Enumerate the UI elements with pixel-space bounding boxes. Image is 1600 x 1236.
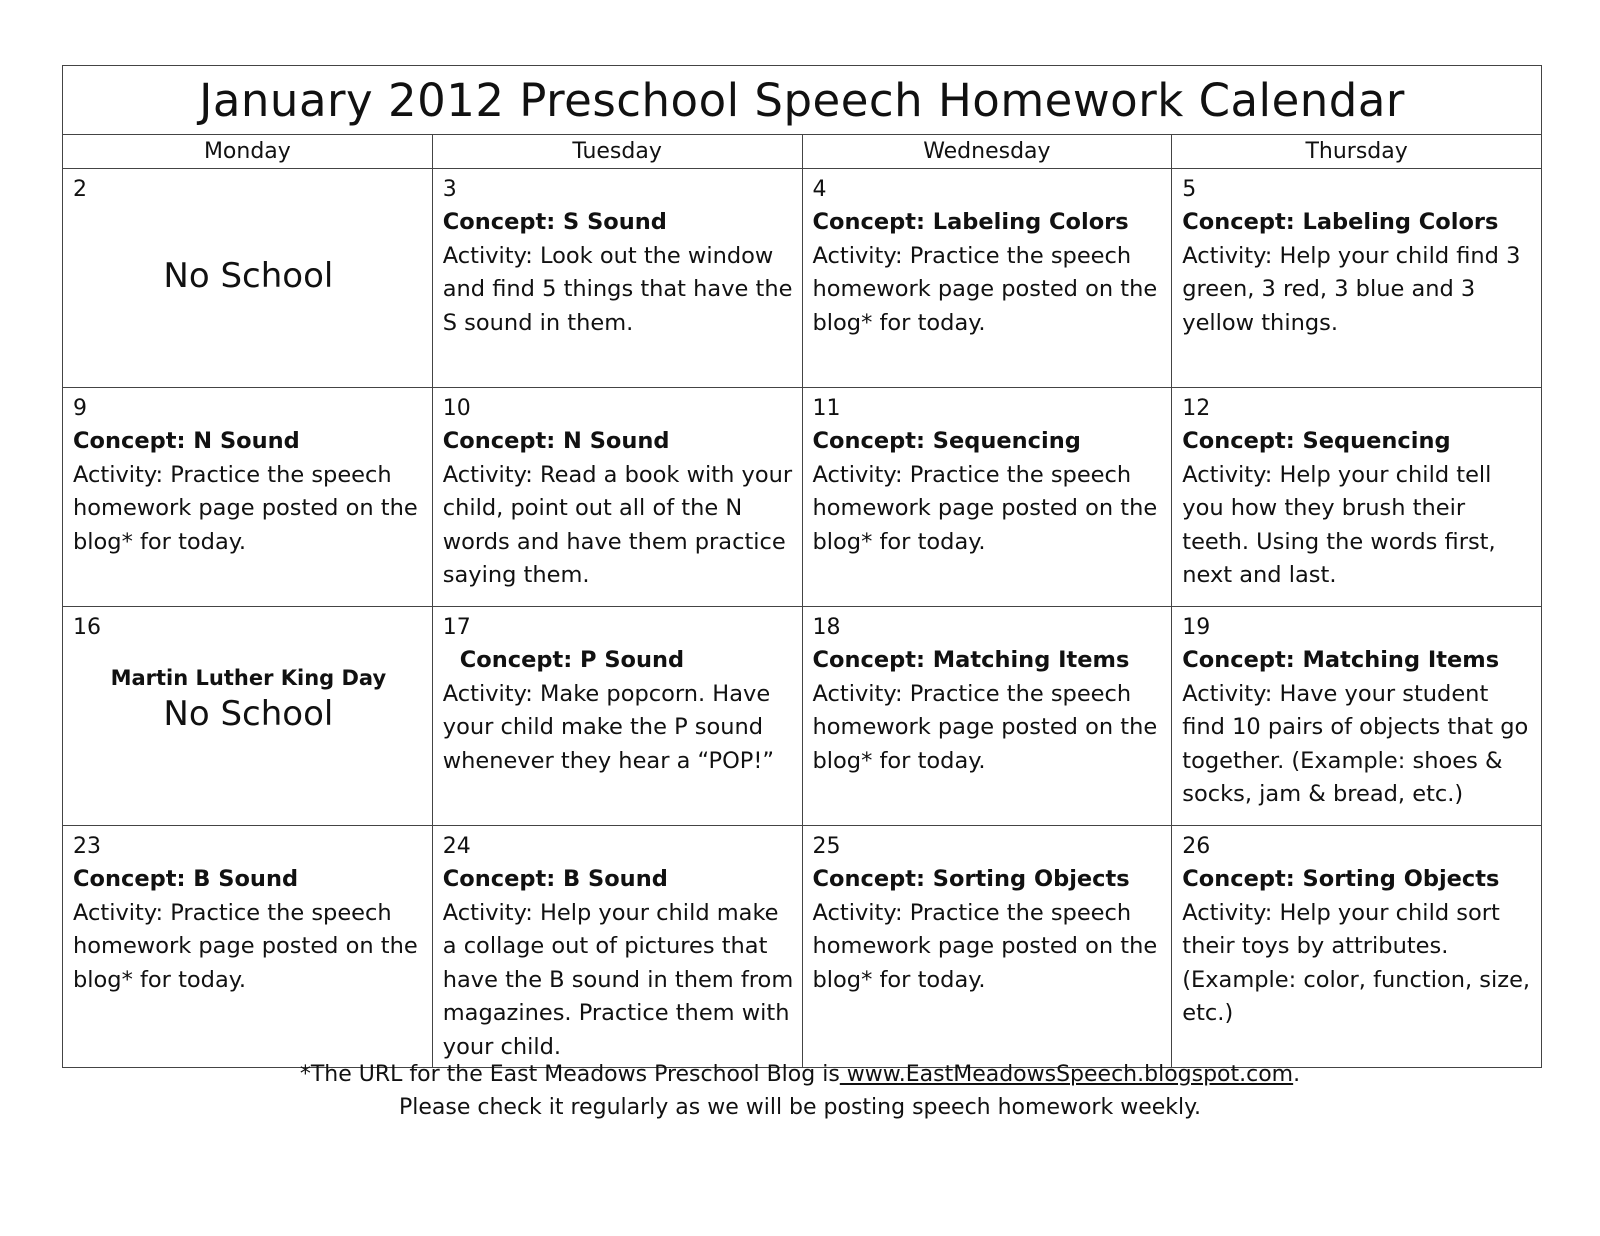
- activity-text: Activity: Have your student find 10 pairs of objects that go together. (Example: shoes & socks, jam & bread, etc.): [1182, 680, 1529, 807]
- concept-label: Concept: B Sound: [442, 866, 668, 892]
- activity-text: Activity: Practice the speech homework page posted on the blog* for today.: [812, 680, 1158, 774]
- activity-text: Activity: Look out the window and find 5 things that have the S sound in them.: [442, 242, 793, 336]
- date-number: 16: [73, 615, 101, 640]
- calendar-table: [62, 65, 1542, 1068]
- day-cell-19: [1172, 607, 1542, 826]
- activity-text: Activity: Help your child sort their toys by attributes. (Example: color, function, size, etc.): [1182, 899, 1531, 1026]
- week-row: [63, 388, 1542, 607]
- calendar-title: January 2012 Preschool Speech Homework Calendar: [63, 66, 1542, 135]
- day-cell-25: [802, 826, 1172, 1068]
- activity-text: Activity: Make popcorn. Have your child make the P sound whenever they hear a “POP!”: [442, 680, 775, 774]
- concept-label: Concept: Sequencing: [1182, 428, 1451, 454]
- footer-line-1: [0, 1058, 1600, 1091]
- activity-text: Activity: Help your child find 3 green, 3 red, 3 blue and 3 yellow things.: [1182, 242, 1521, 336]
- date-number: 9: [73, 396, 87, 421]
- week-row: [63, 826, 1542, 1068]
- day-cell-2: [63, 169, 433, 388]
- footer-url-prefix: *The URL for the East Meadows Preschool Blog is: [299, 1062, 840, 1087]
- date-number: 2: [73, 177, 87, 202]
- date-number: 25: [812, 834, 841, 859]
- no-school-label: No School: [163, 256, 334, 296]
- date-number: 5: [1182, 177, 1197, 202]
- day-cell-9: [63, 388, 433, 607]
- footer-note: [0, 1058, 1600, 1124]
- activity-text: Activity: Practice the speech homework page posted on the blog* for today.: [73, 899, 418, 993]
- activity-text: Activity: Help your child make a collage out of pictures that have the B sound in them from magazines. Practice them with your child.: [442, 899, 794, 1060]
- activity-text: Activity: Help your child tell you how they brush their teeth. Using the words first, next and last.: [1182, 461, 1496, 588]
- week-row: [63, 169, 1542, 388]
- concept-label: Concept: Labeling Colors: [812, 209, 1129, 235]
- day-cell-4: [802, 169, 1172, 388]
- concept-label: Concept: P Sound: [459, 647, 685, 673]
- date-number: 26: [1182, 834, 1211, 859]
- footer-line-2: Please check it regularly as we will be posting speech homework weekly.: [398, 1095, 1201, 1120]
- weekday-thursday: Thursday: [1172, 135, 1542, 169]
- blog-url-link[interactable]: www.EastMeadowsSpeech.blogspot.com: [839, 1062, 1294, 1087]
- day-cell-3: [432, 169, 802, 388]
- day-cell-11: [802, 388, 1172, 607]
- no-school-label: No School: [163, 694, 334, 734]
- concept-label: Concept: Labeling Colors: [1182, 209, 1499, 235]
- day-cell-26: [1172, 826, 1542, 1068]
- activity-text: Activity: Practice the speech homework page posted on the blog* for today.: [73, 461, 418, 555]
- concept-label: Concept: N Sound: [73, 428, 300, 454]
- day-cell-17: [432, 607, 802, 826]
- date-number: 23: [73, 834, 101, 859]
- concept-label: Concept: Sequencing: [812, 428, 1081, 454]
- activity-text: Activity: Practice the speech homework page posted on the blog* for today.: [812, 242, 1158, 336]
- date-number: 4: [812, 177, 827, 202]
- concept-label: Concept: B Sound: [73, 866, 299, 892]
- concept-label: Concept: Matching Items: [812, 647, 1130, 673]
- week-row: [63, 607, 1542, 826]
- concept-label: Concept: S Sound: [442, 209, 667, 235]
- holiday-label: Martin Luther King Day: [110, 666, 387, 690]
- date-number: 12: [1182, 396, 1211, 421]
- concept-label: Concept: Sorting Objects: [1182, 866, 1500, 892]
- weekday-monday: Monday: [63, 135, 433, 169]
- weekday-wednesday: Wednesday: [802, 135, 1172, 169]
- date-number: 10: [442, 396, 471, 421]
- day-cell-18: [802, 607, 1172, 826]
- day-cell-16: [63, 607, 433, 826]
- weekday-header-row: [63, 135, 1542, 169]
- date-number: 18: [812, 615, 841, 640]
- date-number: 3: [442, 177, 457, 202]
- day-cell-12: [1172, 388, 1542, 607]
- calendar-sheet: [62, 65, 1542, 1068]
- date-number: 17: [442, 615, 471, 640]
- activity-text: Activity: Practice the speech homework page posted on the blog* for today.: [812, 461, 1158, 555]
- weekday-tuesday: Tuesday: [432, 135, 802, 169]
- concept-label: Concept: Sorting Objects: [812, 866, 1130, 892]
- date-number: 24: [442, 834, 471, 859]
- day-cell-24: [432, 826, 802, 1068]
- concept-label: Concept: Matching Items: [1182, 647, 1500, 673]
- activity-text: Activity: Read a book with your child, point out all of the N words and have them practice saying them.: [442, 461, 793, 588]
- day-cell-10: [432, 388, 802, 607]
- concept-label: Concept: N Sound: [442, 428, 670, 454]
- day-cell-23: [63, 826, 433, 1068]
- day-cell-5: [1172, 169, 1542, 388]
- activity-text: Activity: Practice the speech homework page posted on the blog* for today.: [812, 899, 1158, 993]
- footer-url-suffix: .: [1293, 1062, 1301, 1087]
- date-number: 11: [812, 396, 841, 421]
- date-number: 19: [1182, 615, 1211, 640]
